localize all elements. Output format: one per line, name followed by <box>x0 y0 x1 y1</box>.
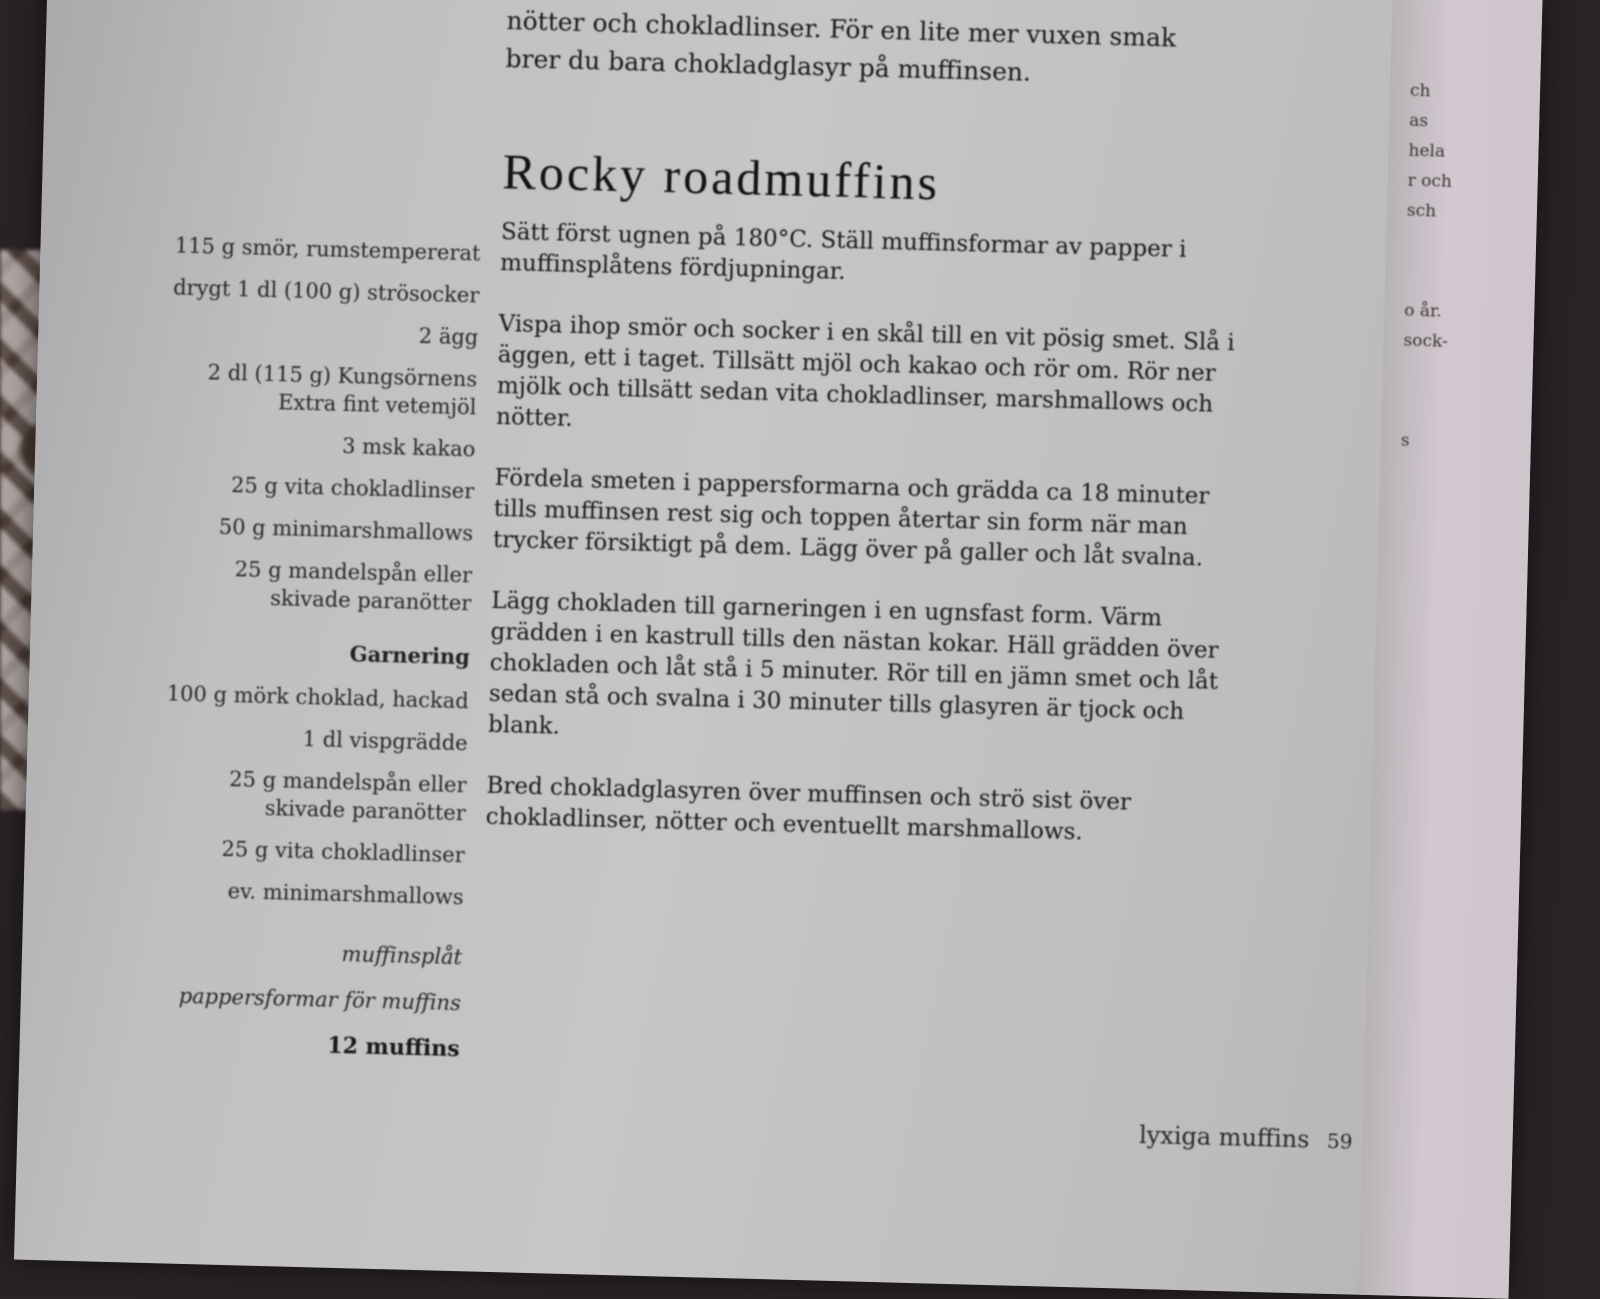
method-step: Fördela smeten i pappersformarna och grädda ca 18 minuter tills muffinsen rest sig och toppen återtar sin form när man trycker försiktigt på dem. Lägg över på galler och låt svalna. <box>492 464 1210 572</box>
ingredient-item: 2 ägg <box>418 323 479 350</box>
ingredient-item: 115 g smör, rumstempererat <box>174 233 481 266</box>
recipe-yield: 12 muffins <box>326 1032 460 1063</box>
page-number: 59 <box>1326 1128 1353 1154</box>
ingredient-item: drygt 1 dl (100 g) strösocker <box>172 275 480 308</box>
garnish-heading: Garnering <box>349 641 471 670</box>
next-page-edge <box>1359 0 1543 1299</box>
method-step: Sätt först ugnen på 180°C. Ställ muffinsformar av papper i muffinsplåtens fördjupningar. <box>499 218 1187 285</box>
side-fragment: sock- <box>1403 330 1448 352</box>
side-fragment: ch <box>1409 80 1431 102</box>
ingredient-item: 25 g vita chokladlinser <box>230 472 475 504</box>
garnish-item: 1 dl vispgrädde <box>302 726 468 756</box>
side-fragment: hela <box>1408 140 1446 162</box>
ingredient-item: 3 msk kakao <box>341 433 476 462</box>
method-step: Lägg chokladen till garneringen i en ugnsfast form. Värm grädden i en kastrull tills den nästan kokar. Häll grädden över chokladen och låt stå i 5 minuter. Rör till en jämn smet och låt sedan stå och svalna i 30 minuter tills glasyren är tjock och blank. <box>487 587 1219 740</box>
side-fragment: sch <box>1406 200 1437 222</box>
ingredient-item: 25 g mandelspån eller skivade paranötter <box>234 557 473 616</box>
garnish-item: 100 g mörk choklad, hackad <box>166 681 470 714</box>
book-page <box>14 0 1543 1299</box>
method-step: Vispa ihop smör och socker i en skål till en vit pösig smet. Slå i äggen, ett i taget. Tillsätt mjöl och kakao och rör om. Rör ner mjölk och tillsätt sedan vita chokladlinser, marshmallows och nötter. <box>495 310 1236 432</box>
footer-section: lyxiga muffins <box>1138 1120 1310 1154</box>
next-page-text-fragments <box>1400 76 1470 457</box>
intro-paragraph: nötter och chokladlinser. För en lite mer vuxen smak brer du bara chokladglasyr på muffinsen. <box>505 6 1177 87</box>
garnish-item: 25 g vita chokladlinser <box>221 836 466 868</box>
recipe-title: Rocky roadmuffins <box>501 142 941 211</box>
side-fragment: as <box>1408 110 1429 132</box>
method-step: Bred chokladglasyren över muffinsen och strö sist över chokladlinser, nötter och eventuellt marshmallows. <box>485 772 1132 846</box>
garnish-item: 25 g mandelspån eller skivade paranötter <box>228 767 467 826</box>
equipment-item: pappersformar för muffins <box>178 983 462 1016</box>
garnish-item: ev. minimarshmallows <box>227 879 464 910</box>
ingredient-list <box>139 231 480 1063</box>
ingredient-item: 2 dl (115 g) Kungsörnens Extra fint vetemjöl <box>207 360 478 420</box>
equipment-item: muffinsplåt <box>341 942 463 970</box>
side-fragment: s <box>1400 430 1410 451</box>
method-steps <box>485 217 1262 883</box>
side-fragment: r och <box>1407 170 1453 192</box>
ingredient-item: 50 g minimarshmallows <box>218 514 474 546</box>
page-footer <box>1139 1121 1353 1155</box>
side-fragment: o år. <box>1404 300 1442 322</box>
